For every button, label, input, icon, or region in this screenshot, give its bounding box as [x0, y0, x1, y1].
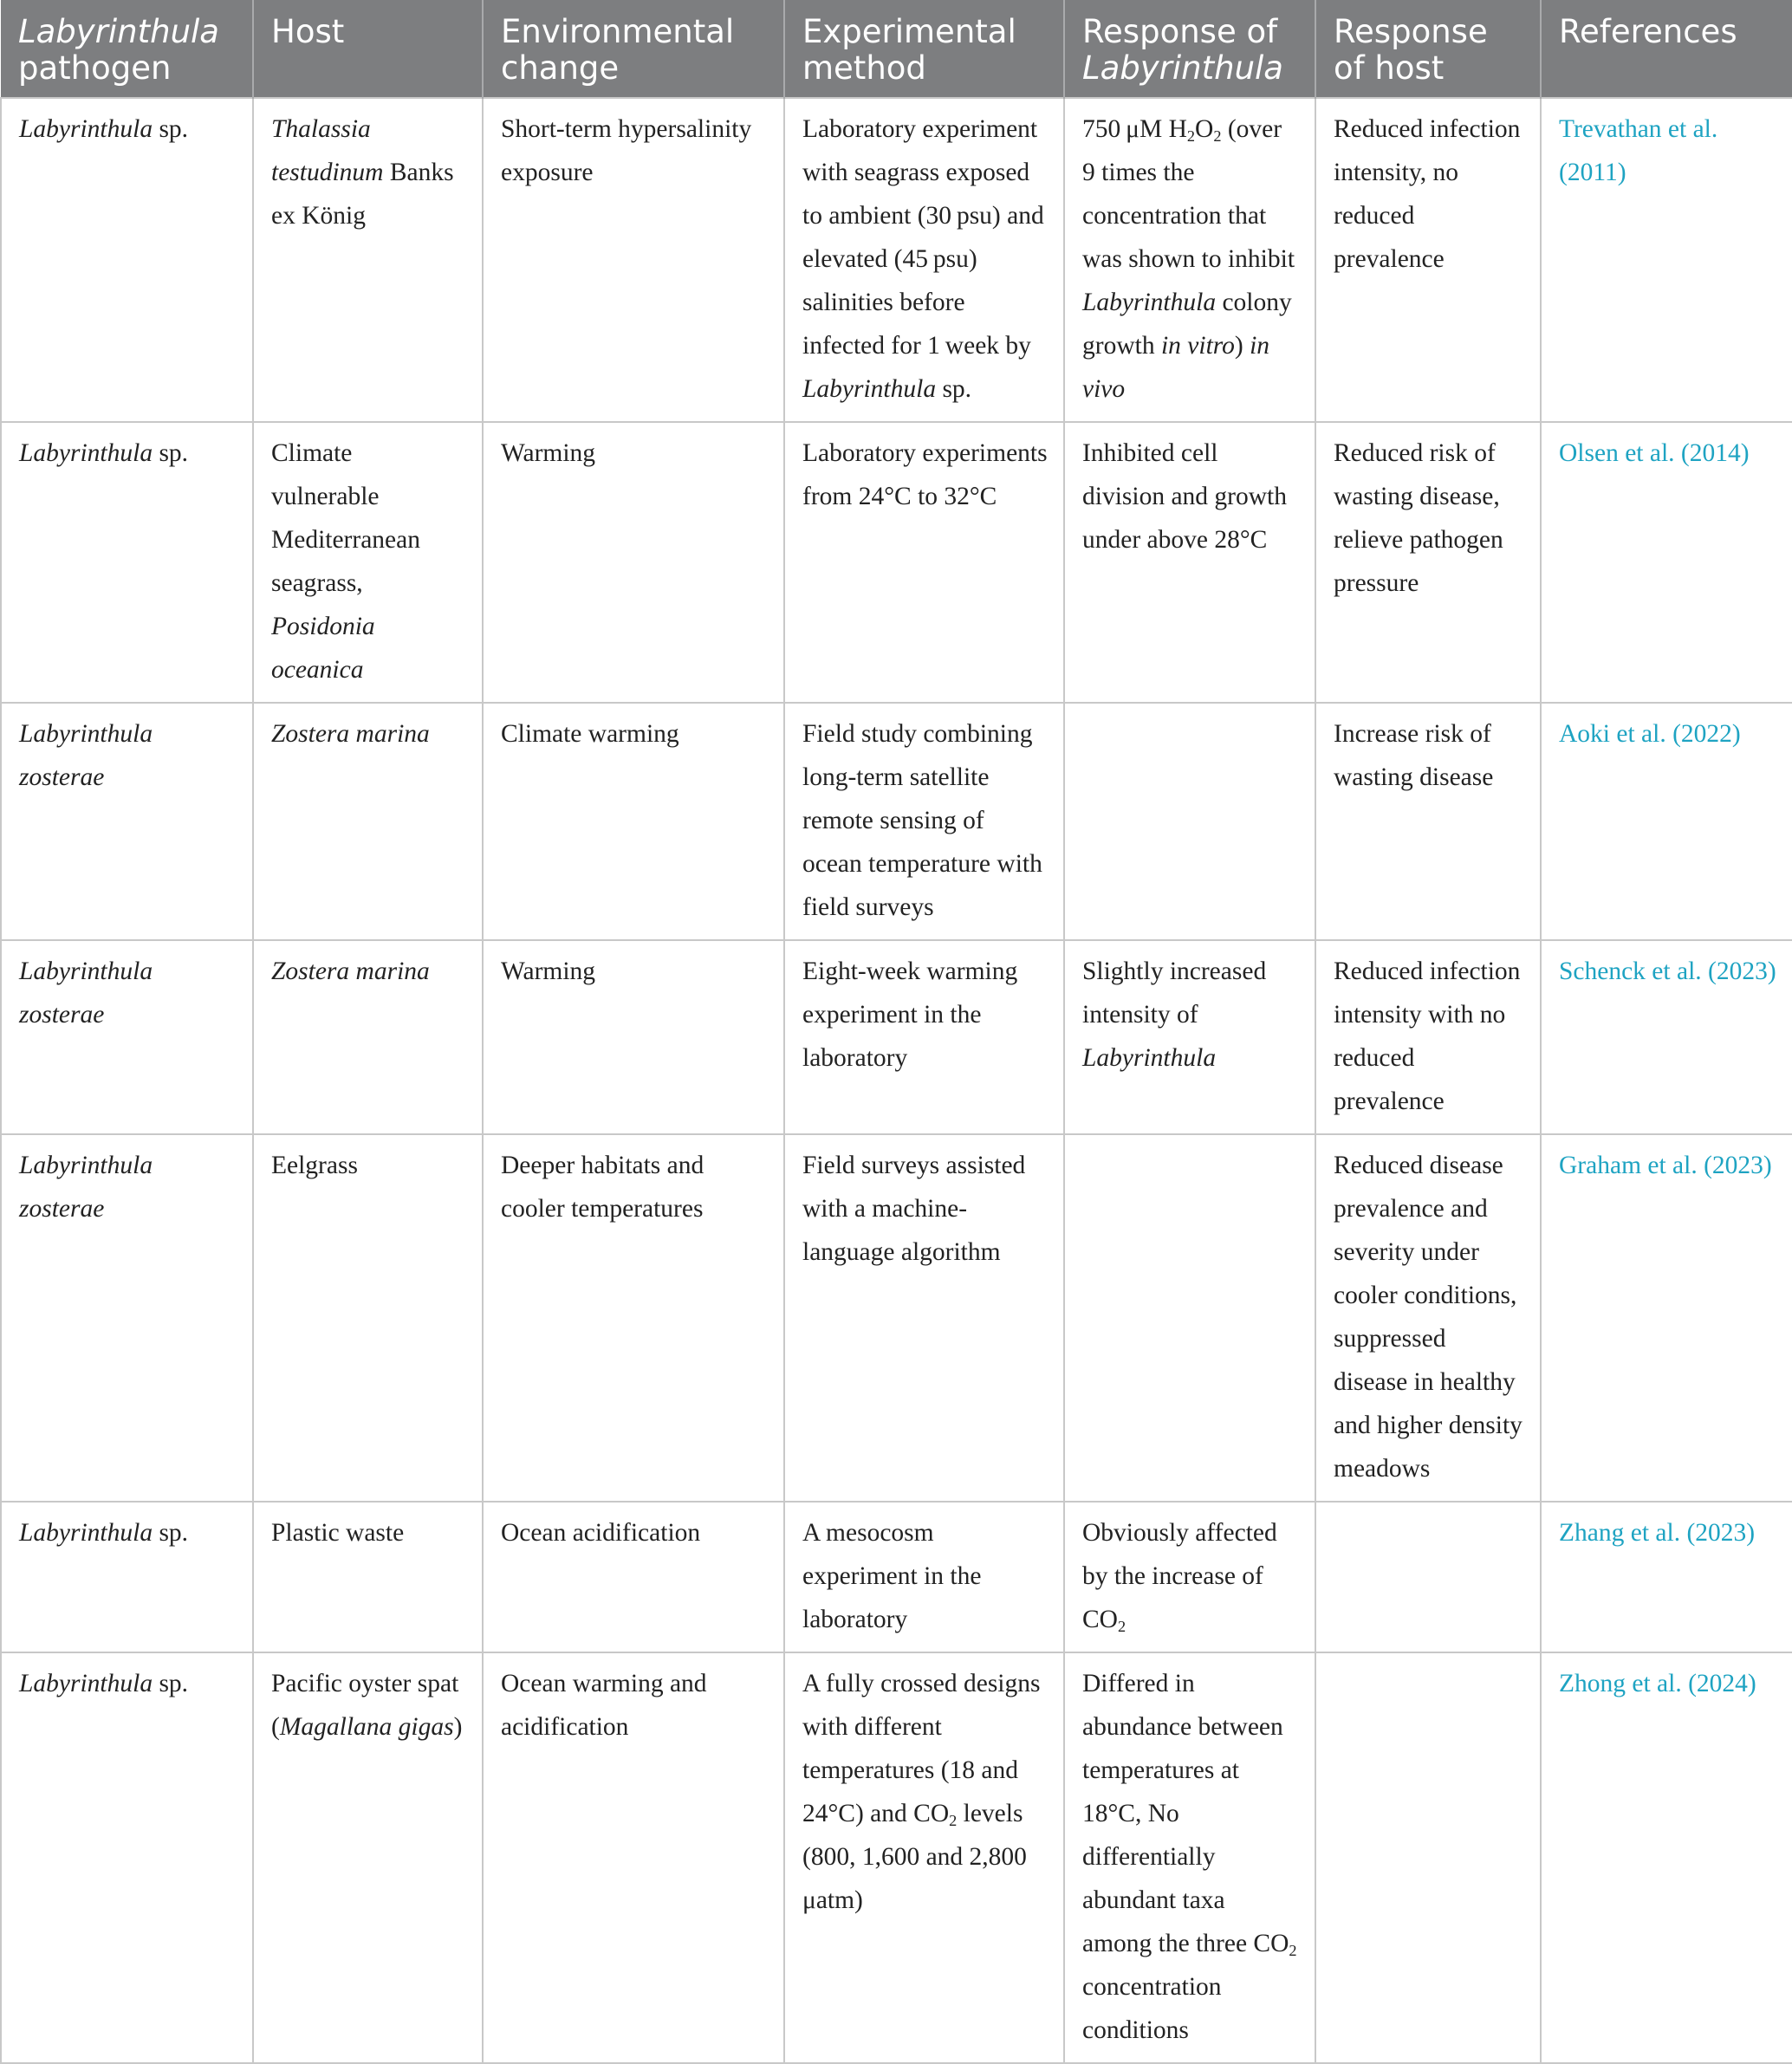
header-host: Host — [253, 0, 483, 98]
cell-environmental-change: Warming — [483, 422, 784, 703]
reference-link[interactable]: Olsen et al. (2014) — [1541, 422, 1792, 703]
cell-response-labyrinthula: 750 μM $H_2O_2$ (over 9 times the concentration that was shown to inhibit Labyrinthula colony growth in vitro) in vivo — [1064, 98, 1315, 422]
reference-link[interactable]: Schenck et al. (2023) — [1541, 940, 1792, 1134]
header-response-of-host: Response of host — [1315, 0, 1541, 98]
cell-environmental-change: Ocean warming and acidification — [483, 1652, 784, 2063]
header-response-of-labyrinthula: Response of Labyrinthula — [1064, 0, 1315, 98]
reference-link[interactable]: Aoki et al. (2022) — [1541, 703, 1792, 940]
reference-link[interactable]: Trevathan et al. (2011) — [1541, 98, 1792, 422]
table-row — [1, 703, 1792, 940]
cell-response-host: Reduced infection intensity with no reduced prevalence — [1315, 940, 1541, 1134]
cell-response-labyrinthula: Obviously affected by the increase of $CO_2$ — [1064, 1502, 1315, 1652]
header-row — [1, 0, 1792, 98]
cell-environmental-change: Climate warming — [483, 703, 784, 940]
header-experimental-method: Experimental method — [784, 0, 1064, 98]
cell-experimental-method: Field surveys assisted with a machine-language algorithm — [784, 1134, 1064, 1502]
cell-pathogen: Labyrinthula sp. — [1, 1652, 253, 2063]
cell-experimental-method: Eight-week warming experiment in the laboratory — [784, 940, 1064, 1134]
header-environmental-change: Environmental change — [483, 0, 784, 98]
cell-pathogen: Labyrinthula zosterae — [1, 1134, 253, 1502]
cell-experimental-method: A mesocosm experiment in the laboratory — [784, 1502, 1064, 1652]
cell-environmental-change: Warming — [483, 940, 784, 1134]
cell-environmental-change: Short-term hypersalinity exposure — [483, 98, 784, 422]
cell-host: Plastic waste — [253, 1502, 483, 1652]
cell-response-labyrinthula: Inhibited cell division and growth under above 28°C — [1064, 422, 1315, 703]
cell-host: Climate vulnerable Mediterranean seagrass, Posidonia oceanica — [253, 422, 483, 703]
cell-host: Eelgrass — [253, 1134, 483, 1502]
cell-pathogen: Labyrinthula sp. — [1, 98, 253, 422]
cell-pathogen: Labyrinthula zosterae — [1, 940, 253, 1134]
reference-link[interactable]: Zhang et al. (2023) — [1541, 1502, 1792, 1652]
cell-response-labyrinthula: Differed in abundance between temperatures at 18°C, No differentially abundant taxa among the three $CO_2$ concentration conditions — [1064, 1652, 1315, 2063]
cell-host: Zostera marina — [253, 940, 483, 1134]
table-row — [1, 422, 1792, 703]
cell-experimental-method: Field study combining long-term satellite remote sensing of ocean temperature with field surveys — [784, 703, 1064, 940]
cell-experimental-method: Laboratory experiment with seagrass exposed to ambient (30 psu) and elevated (45 psu) salinities before infected for 1 week by Labyrinthula sp. — [784, 98, 1064, 422]
table-row — [1, 1134, 1792, 1502]
cell-response-host: Reduced infection intensity, no reduced prevalence — [1315, 98, 1541, 422]
cell-response-host — [1315, 1502, 1541, 1652]
cell-response-labyrinthula: Slightly increased intensity of Labyrinthula — [1064, 940, 1315, 1134]
table-row — [1, 98, 1792, 422]
cell-pathogen: Labyrinthula sp. — [1, 422, 253, 703]
cell-response-host — [1315, 1652, 1541, 2063]
reference-link[interactable]: Zhong et al. (2024) — [1541, 1652, 1792, 2063]
cell-pathogen: Labyrinthula sp. — [1, 1502, 253, 1652]
cell-environmental-change: Deeper habitats and cooler temperatures — [483, 1134, 784, 1502]
cell-pathogen: Labyrinthula zosterae — [1, 703, 253, 940]
table-row — [1, 1652, 1792, 2063]
cell-environmental-change: Ocean acidification — [483, 1502, 784, 1652]
reference-link[interactable]: Graham et al. (2023) — [1541, 1134, 1792, 1502]
table-row — [1, 1502, 1792, 1652]
cell-response-host: Reduced risk of wasting disease, relieve pathogen pressure — [1315, 422, 1541, 703]
cell-response-labyrinthula — [1064, 703, 1315, 940]
cell-experimental-method: A fully crossed designs with different temperatures (18 and 24°C) and $CO_2$ levels (800, 1,600 and 2,800 μatm) — [784, 1652, 1064, 2063]
cell-response-host: Reduced disease prevalence and severity under cooler conditions, suppressed disease in healthy and higher density meadows — [1315, 1134, 1541, 1502]
table-row — [1, 940, 1792, 1134]
cell-host: Thalassia testudinum Banks ex König — [253, 98, 483, 422]
cell-response-labyrinthula — [1064, 1134, 1315, 1502]
cell-experimental-method: Laboratory experiments from 24°C to 32°C — [784, 422, 1064, 703]
header-references: References — [1541, 0, 1792, 98]
cell-response-host: Increase risk of wasting disease — [1315, 703, 1541, 940]
cell-host: Pacific oyster spat (Magallana gigas) — [253, 1652, 483, 2063]
cell-host: Zostera marina — [253, 703, 483, 940]
header-pathogen: Labyrinthula pathogen — [1, 0, 253, 98]
